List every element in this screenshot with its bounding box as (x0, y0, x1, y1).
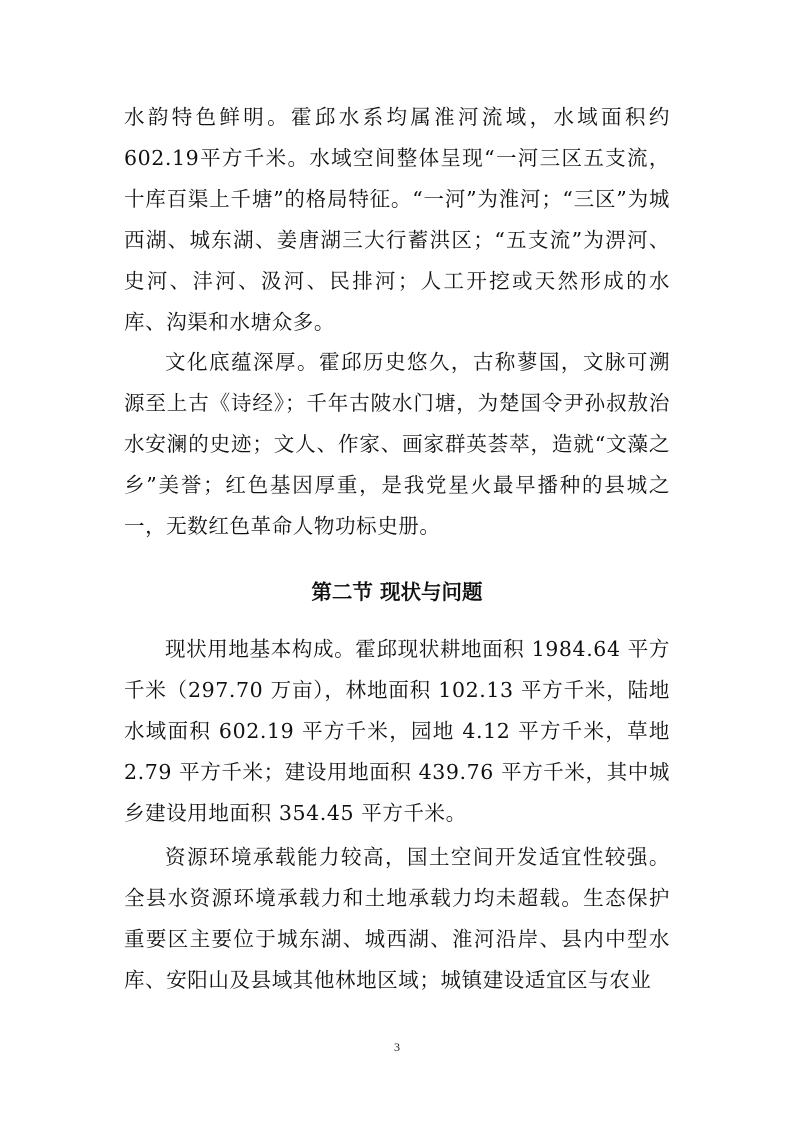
paragraph-land-use: 现状用地基本构成。霍邱现状耕地面积 1984.64 平方千米（297.70 万亩），林地面积 102.13 平方千米，陆地水域面积 602.19 平方千米，园地 4.12 平方千米，草地 2.79 平方千米；建设用地面积 439.76 平方千米，其中城乡建设用地面积 354.45 平方千米。 (124, 637, 670, 825)
paragraph-resource-capacity: 资源环境承载能力较高，国土空间开发适宜性较强。全县水资源环境承载力和土地承载力均未超载。生态保护重要区主要位于城东湖、城西湖、淮河沿岸、县内中型水库、安阳山及县域其他林地区域；城镇建设适宜区与农业 (124, 845, 670, 992)
paragraph-cultural-heritage: 文化底蕴深厚。霍邱历史悠久，古称蓼国，文脉可溯源至上古《诗经》；千年古陂水门塘，为楚国令尹孙叔敖治水安澜的史迹；文人、作家、画家群英荟萃，造就“文藻之乡”美誉；红色基因厚重，是我党星火最早播种的县城之一，无数红色革命人物功标史册。 (124, 350, 670, 538)
section-heading: 第二节 现状与问题 (311, 580, 483, 604)
page-number: 3 (394, 1040, 400, 1054)
paragraph-water-features: 水韵特色鲜明。霍邱水系均属淮河流域，水域面积约602.19平方千米。水域空间整体呈现“一河三区五支流，十库百渠上千塘”的格局特征。“一河”为淮河；“三区”为城西湖、城东湖、姜唐湖三大行蓄洪区；“五支流”为淠河、史河、沣河、汲河、民排河；人工开挖或天然形成的水库、沟渠和水塘众多。 (124, 105, 670, 334)
